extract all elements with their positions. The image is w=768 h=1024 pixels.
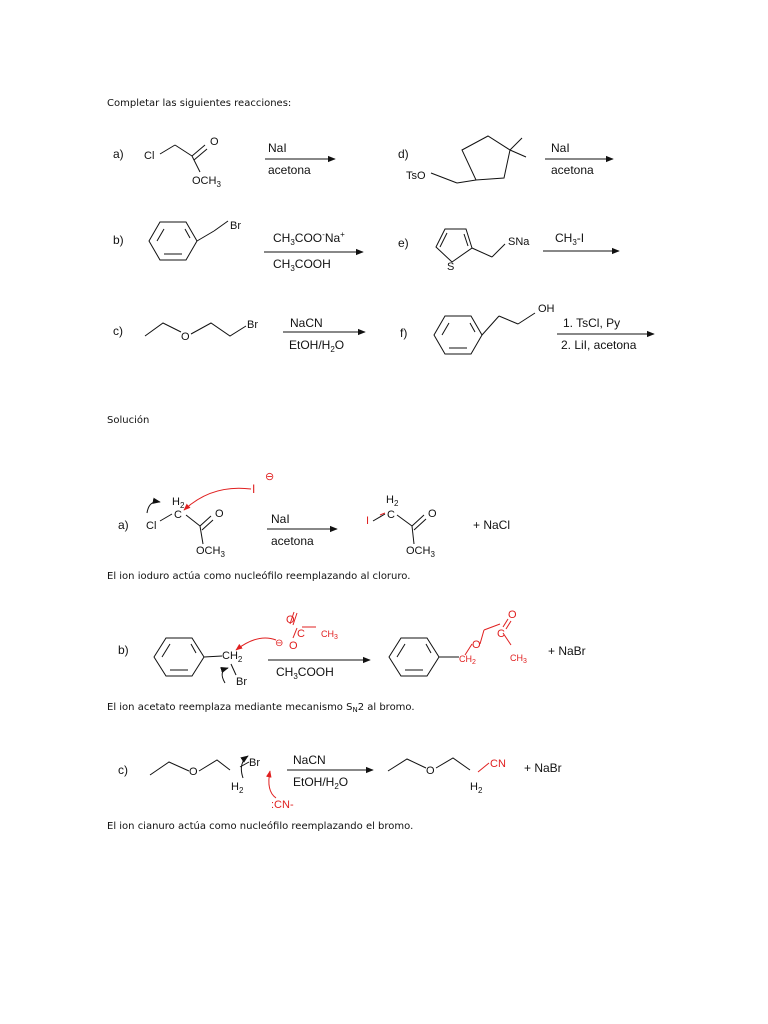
- structure-problem-e: [436, 229, 505, 262]
- solution-c-label: c): [118, 763, 128, 777]
- atom-h2-sol-c: $H_2$: [231, 781, 244, 795]
- atom-c-sol-a-prod: C: [387, 509, 395, 521]
- acetate-o-minus: O: [289, 640, 298, 652]
- instructions-text: Completar las siguientes reacciones:: [107, 98, 292, 109]
- solution-a-explanation: El ion ioduro actúa como nucleófilo reemplazando al cloruro.: [107, 571, 411, 582]
- structure-solution-c-substrate: [150, 756, 249, 778]
- solution-a-reagent: NaI: [271, 512, 290, 526]
- structure-problem-c: [145, 323, 246, 336]
- acetate-ch3: $CH_3$: [321, 629, 338, 641]
- problem-c-reagent: NaCN: [290, 316, 323, 330]
- atom-br-b: Br: [230, 220, 241, 232]
- solution-a-label: a): [118, 518, 129, 532]
- problem-f-step2: 2. LiI, acetona: [561, 338, 637, 352]
- solution-a-byproduct: + NaCl: [473, 518, 511, 532]
- nucleophile-iodide: I: [252, 482, 256, 496]
- problem-e-reagent: $CH_3-I$: [555, 231, 585, 247]
- atom-o-sol-a-prod: O: [428, 508, 437, 520]
- structure-problem-d: [431, 136, 526, 183]
- problem-b-reagent: $CH_3COO^-Na^+$: [273, 230, 345, 247]
- mechanism-annotations: [184, 488, 511, 798]
- atom-c-sol-b-prod: C: [497, 628, 505, 640]
- atom-oh-f: OH: [538, 303, 555, 315]
- structure-problem-f: [434, 313, 535, 354]
- atom-o-sol-b-prod: O: [472, 639, 481, 651]
- structure-solution-a-product: [373, 514, 426, 544]
- structure-solution-b-product: [389, 638, 459, 676]
- problem-f-step1: 1. TsCl, Py: [563, 316, 621, 330]
- atom-o-sol-a: O: [215, 508, 224, 520]
- problem-b-solvent: $CH_3COOH$: [273, 257, 331, 273]
- solution-b-solvent: $CH_3COOH$: [276, 665, 334, 681]
- solution-b-byproduct: + NaBr: [548, 644, 586, 658]
- acetate-c: C: [297, 628, 305, 640]
- problem-c-label: c): [113, 324, 123, 338]
- atom-tso-d: TsO: [406, 170, 426, 182]
- problem-d-solvent: acetona: [551, 163, 594, 177]
- atom-cn-sol-c-prod: CN: [490, 758, 506, 770]
- acetate-charge: ⊖: [275, 638, 284, 649]
- problem-d-label: d): [398, 147, 409, 161]
- problem-c-solvent: EtOH/$H_2O$: [289, 338, 345, 354]
- acetate-o-top: O: [286, 614, 295, 626]
- atom-ch2-sol-b: $CH_2$: [222, 650, 243, 664]
- solution-a-solvent: acetona: [271, 534, 314, 548]
- solution-c-byproduct: + NaBr: [524, 761, 562, 775]
- solution-heading: Solución: [107, 415, 150, 426]
- atom-o-c: O: [181, 331, 190, 343]
- solution-c-solvent: EtOH/$H_2O$: [293, 775, 349, 791]
- atom-br-c: Br: [247, 319, 258, 331]
- atom-s-e: S: [447, 261, 455, 273]
- atom-c-sol-a: C: [174, 509, 182, 521]
- problem-e-label: e): [398, 236, 409, 250]
- atom-ch3-sol-b-prod: $CH_3$: [510, 653, 527, 665]
- problem-a-label: a): [113, 147, 124, 161]
- atom-och3-sol-a: $OCH_3$: [196, 545, 225, 559]
- problem-b-label: b): [113, 233, 124, 247]
- atom-o-a: O: [210, 136, 219, 148]
- problem-d-reagent: NaI: [551, 141, 570, 155]
- solution-b-label: b): [118, 643, 129, 657]
- atom-h2-sol-c-prod: $H_2$: [470, 781, 483, 795]
- nucleophile-cyanide: :CN-: [271, 799, 294, 811]
- atom-och3-sol-a-prod: $OCH_3$: [406, 545, 435, 559]
- solution-c-reagent: NaCN: [293, 753, 326, 767]
- solution-b-explanation: El ion acetato reemplaza mediante mecanismo $S_N2$ al bromo.: [107, 702, 415, 714]
- structure-problem-b: [149, 221, 228, 260]
- problem-f-label: f): [400, 326, 408, 340]
- atom-h2-sol-a-prod: $H_2$: [386, 494, 399, 508]
- atom-o-sol-c-prod: O: [426, 765, 435, 777]
- atom-br-sol-b: Br: [236, 676, 247, 688]
- atom-h2-sol-a: $H_2$: [172, 496, 185, 510]
- atom-cl-a: Cl: [144, 150, 155, 162]
- atom-ch2-sol-b-prod: $CH_2$: [459, 654, 476, 666]
- problem-a-solvent: acetona: [268, 163, 311, 177]
- iodide-charge: ⊖: [265, 471, 275, 483]
- atom-sna-e: SNa: [508, 236, 530, 248]
- atom-och3-a: $OCH_3$: [192, 175, 221, 189]
- atom-br-sol-c: Br: [249, 757, 260, 769]
- atom-cl-sol-a: Cl: [146, 520, 157, 532]
- atom-o2-sol-b-prod: O: [508, 609, 517, 621]
- atom-o-sol-c: O: [189, 766, 198, 778]
- atom-i-sol-a-prod: I: [366, 515, 370, 527]
- structure-problem-a: [160, 145, 207, 172]
- problem-a-reagent: NaI: [268, 141, 287, 155]
- solution-c-explanation: El ion cianuro actúa como nucleófilo reemplazando el bromo.: [107, 821, 414, 832]
